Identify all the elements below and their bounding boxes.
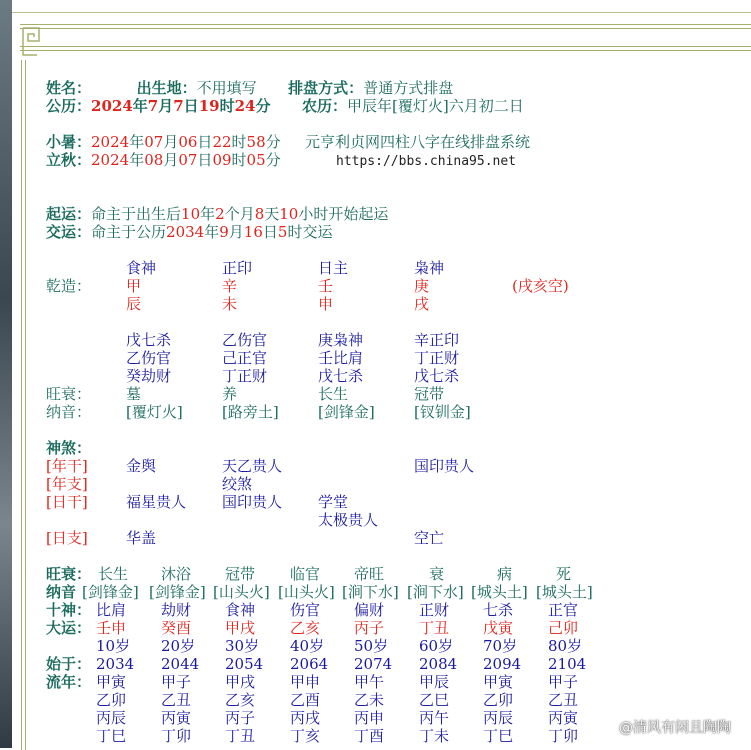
term-minute: 58 (246, 133, 266, 151)
dayun-wangshuai: 衰 (429, 565, 445, 583)
shensha-row-label: [年支] (46, 475, 88, 493)
term-hour: 09 (212, 151, 232, 169)
qiyun-months: 2 (215, 205, 225, 223)
liunian-year: 乙丑 (161, 691, 192, 709)
shensha-label: 神煞： (46, 439, 92, 457)
jiaoyun-text: 时交运 (287, 223, 333, 241)
jiaoyun-day: 16 (243, 223, 263, 241)
liunian-year: 丙辰 (96, 709, 127, 727)
dayun-wangshuai: 沐浴 (161, 565, 192, 583)
window-edge (0, 0, 12, 748)
liunian-year: 甲辰 (419, 673, 450, 691)
term-unit: 分 (265, 151, 281, 169)
wangshuai-value: 墓 (126, 385, 142, 403)
liunian-year: 丙子 (225, 709, 256, 727)
jiaoyun-month: 9 (219, 223, 229, 241)
dayun-start-year: 2094 (483, 655, 522, 673)
dayun-nayin: [城头土] (536, 583, 593, 601)
solar-minute-unit: 分 (255, 97, 271, 115)
term-unit: 分 (265, 133, 281, 151)
dayun-nayin: [山头火] (213, 583, 270, 601)
liunian-year: 丁丑 (225, 727, 256, 745)
nayin-value: [剑锋金] (318, 403, 375, 421)
dayun-start-year: 2074 (354, 655, 393, 673)
dayun-shishen: 劫财 (161, 601, 192, 619)
term-year: 2024 (91, 151, 130, 169)
solar-day-unit: 日 (183, 97, 199, 115)
term-month: 07 (144, 133, 164, 151)
term-unit: 年 (129, 133, 145, 151)
liunian-year: 丙寅 (548, 709, 579, 727)
solar-minute: 24 (234, 97, 256, 115)
term-unit: 月 (163, 133, 179, 151)
shensha-item: 国印贵人 (222, 493, 283, 511)
jiaoyun-text: 年 (204, 223, 220, 241)
method-label: 排盘方式： (288, 79, 364, 97)
watermark: @清风有闲且陶陶 (619, 720, 731, 736)
wangshuai-value: 冠带 (414, 385, 445, 403)
liunian-year: 乙酉 (290, 691, 321, 709)
dayun-nayin: [山头火] (278, 583, 335, 601)
solar-month-unit: 月 (158, 97, 174, 115)
liunian-year: 乙亥 (225, 691, 256, 709)
pillar-god-year: 食神 (126, 259, 157, 277)
birthplace-value: 不用填写 (196, 79, 257, 97)
dayun-shishen: 正财 (419, 601, 450, 619)
hidden-stem: 丁正财 (222, 367, 268, 385)
term-unit: 年 (129, 151, 145, 169)
liunian-year: 甲戌 (225, 673, 256, 691)
liunian-year: 丁亥 (290, 727, 321, 745)
liunian-year: 丙辰 (483, 709, 514, 727)
header-row-2 (46, 98, 524, 115)
dayun-pillar: 丁丑 (419, 619, 450, 637)
dayun-pillar: 乙亥 (290, 619, 321, 637)
hidden-stem: 乙伤官 (126, 349, 172, 367)
liunian-year: 乙巳 (419, 691, 450, 709)
shensha-item: 学堂 (318, 493, 349, 511)
solar-year-unit: 年 (132, 97, 148, 115)
term-label: 小暑： (46, 133, 92, 151)
branch-month: 未 (222, 295, 238, 313)
dayun-age: 60岁 (419, 637, 454, 655)
jiaoyun-text: 命主于公历 (91, 223, 167, 241)
lunar-value: 甲辰年[覆灯火]六月初二日 (347, 97, 524, 115)
hidden-stem: 辛正印 (414, 331, 460, 349)
branch-year: 辰 (126, 295, 142, 313)
qiyun-row (46, 206, 388, 223)
dayun-pillar: 丙子 (354, 619, 385, 637)
dayun-start-year: 2044 (161, 655, 200, 673)
dayun-pillar: 甲戌 (225, 619, 256, 637)
dayun-shishen: 伤官 (290, 601, 321, 619)
qiyun-hours: 10 (279, 205, 299, 223)
liunian-year: 甲寅 (96, 673, 127, 691)
term-row-2 (46, 152, 281, 169)
liunian-label: 流年： (46, 673, 92, 691)
dayun-nayin: [涧下水] (407, 583, 464, 601)
dayun-pillar: 戊寅 (483, 619, 514, 637)
term-day: 06 (178, 133, 198, 151)
dayun-pillar: 癸酉 (161, 619, 192, 637)
liunian-year: 丙午 (419, 709, 450, 727)
liunian-year: 丁卯 (548, 727, 579, 745)
dayun-start-label: 始于： (46, 655, 92, 673)
jiaoyun-label: 交运： (46, 223, 92, 241)
dayun-age: 30岁 (225, 637, 260, 655)
shensha-item: 华盖 (126, 529, 157, 547)
liunian-year: 甲子 (161, 673, 192, 691)
kongwang-note: (戌亥空) (512, 277, 569, 295)
dayun-shishen: 比肩 (96, 601, 127, 619)
stem-hour: 庚 (414, 277, 430, 295)
dayun-age: 70岁 (483, 637, 518, 655)
qianzao-label: 乾造： (46, 277, 92, 295)
dayun-age: 10岁 (96, 637, 131, 655)
dayun-shishen: 偏财 (354, 601, 385, 619)
dayun-age: 40岁 (290, 637, 325, 655)
liunian-year: 甲寅 (483, 673, 514, 691)
site-name: 元亨利贞网四柱八字在线排盘系统 (305, 133, 531, 151)
shensha-item: 绞煞 (222, 475, 253, 493)
jiaoyun-row (46, 224, 332, 241)
dayun-ss-label: 十神： (46, 601, 92, 619)
shensha-row-label: [日支] (46, 529, 88, 547)
lunar-label: 农历： (302, 97, 348, 115)
stem-month: 辛 (222, 277, 238, 295)
liunian-year: 丁卯 (161, 727, 192, 745)
liunian-year: 丁巳 (483, 727, 514, 745)
dayun-ws-label: 旺衰： (46, 565, 92, 583)
liunian-year: 丁酉 (354, 727, 385, 745)
qiyun-text: 天 (264, 205, 280, 223)
solar-label: 公历： (46, 97, 92, 115)
term-label: 立秋： (46, 151, 92, 169)
hidden-stem: 己正官 (222, 349, 268, 367)
term-year: 2024 (91, 133, 130, 151)
name-label: 姓名： (46, 79, 92, 97)
term-unit: 日 (197, 151, 213, 169)
site-url[interactable]: https://bbs.china95.net (336, 154, 517, 169)
method-value: 普通方式排盘 (363, 79, 454, 97)
qiyun-text: 小时开始起运 (298, 205, 389, 223)
dayun-wangshuai: 帝旺 (354, 565, 385, 583)
term-month: 08 (144, 151, 164, 169)
solar-hour: 19 (198, 97, 220, 115)
jiaoyun-year: 2034 (166, 223, 205, 241)
dayun-age: 20岁 (161, 637, 196, 655)
dayun-pillar: 己卯 (548, 619, 579, 637)
dayun-wangshuai: 冠带 (225, 565, 256, 583)
wangshuai-value: 长生 (318, 385, 349, 403)
hidden-stem: 乙伤官 (222, 331, 268, 349)
liunian-year: 甲申 (290, 673, 321, 691)
nayin-label: 纳音： (46, 403, 92, 421)
dayun-wangshuai: 病 (497, 565, 513, 583)
dayun-nayin: [剑锋金] (149, 583, 206, 601)
dayun-start-year: 2034 (96, 655, 135, 673)
dayun-age: 50岁 (354, 637, 389, 655)
term-hour: 22 (212, 133, 232, 151)
solar-day: 7 (173, 97, 184, 115)
qiyun-years: 10 (181, 205, 201, 223)
qiyun-days: 8 (254, 205, 265, 223)
jiaoyun-text: 日 (262, 223, 278, 241)
term-unit: 时 (231, 151, 247, 169)
top-border (12, 0, 751, 13)
liunian-year: 丁巳 (96, 727, 127, 745)
hidden-stem: 丁正财 (414, 349, 460, 367)
pillar-god-day: 日主 (318, 259, 349, 277)
liunian-year: 乙卯 (96, 691, 127, 709)
shensha-item: 空亡 (414, 529, 445, 547)
pillar-god-hour: 枭神 (414, 259, 445, 277)
shensha-item: 金舆 (126, 457, 157, 475)
dayun-nayin: [城头土] (471, 583, 528, 601)
hidden-stem: 庚枭神 (318, 331, 364, 349)
hidden-stem: 戊七杀 (318, 367, 364, 385)
term-unit: 月 (163, 151, 179, 169)
shensha-item: 国印贵人 (414, 457, 475, 475)
dayun-nayin: [涧下水] (342, 583, 399, 601)
dayun-nayin: [剑锋金] (82, 583, 139, 601)
liunian-year: 甲午 (354, 673, 385, 691)
solar-month: 7 (147, 97, 159, 115)
qiyun-text: 命主于出生后 (91, 205, 182, 223)
border-line (20, 24, 751, 29)
jiaoyun-hour: 5 (277, 223, 288, 241)
hidden-stem: 壬比肩 (318, 349, 364, 367)
liunian-year: 甲子 (548, 673, 579, 691)
dayun-start-year: 2104 (548, 655, 587, 673)
term-unit: 时 (231, 133, 247, 151)
hidden-stem: 戊七杀 (126, 331, 172, 349)
border-line-left (21, 60, 26, 750)
dayun-age: 80岁 (548, 637, 583, 655)
stem-year: 甲 (126, 277, 142, 295)
term-day: 07 (178, 151, 198, 169)
dayun-wangshuai: 临官 (290, 565, 321, 583)
liunian-year: 乙丑 (548, 691, 579, 709)
header-row-1 (46, 80, 453, 97)
hidden-stem: 癸劫财 (126, 367, 172, 385)
shensha-item: 天乙贵人 (222, 457, 283, 475)
liunian-year: 丙戌 (290, 709, 321, 727)
birthplace-label: 出生地： (136, 79, 197, 97)
dayun-start-year: 2084 (419, 655, 458, 673)
nayin-value: [钗钏金] (414, 403, 471, 421)
qiyun-label: 起运： (46, 205, 92, 223)
branch-hour: 戌 (414, 295, 430, 313)
term-minute: 05 (246, 151, 266, 169)
dayun-shishen: 七杀 (483, 601, 514, 619)
term-unit: 日 (197, 133, 213, 151)
liunian-year: 丙申 (354, 709, 385, 727)
dayun-dy-label: 大运： (46, 619, 92, 637)
term-row-1 (46, 134, 281, 151)
stem-day: 壬 (318, 277, 334, 295)
dayun-start-year: 2064 (290, 655, 329, 673)
dayun-start-year: 2054 (225, 655, 264, 673)
dayun-shishen: 食神 (225, 601, 256, 619)
hidden-stem: 戊七杀 (414, 367, 460, 385)
shensha-item: 福星贵人 (126, 493, 187, 511)
qiyun-text: 个月 (224, 205, 255, 223)
nayin-value: [覆灯火] (126, 403, 183, 421)
dayun-wangshuai: 死 (556, 565, 572, 583)
liunian-year: 乙卯 (483, 691, 514, 709)
liunian-year: 丁未 (419, 727, 450, 745)
nayin-value: [路旁土] (222, 403, 279, 421)
solar-hour-unit: 时 (219, 97, 235, 115)
dayun-wangshuai: 长生 (98, 565, 129, 583)
wangshuai-label: 旺衰： (46, 385, 92, 403)
qiyun-text: 年 (200, 205, 216, 223)
branch-day: 申 (318, 295, 334, 313)
liunian-year: 乙未 (354, 691, 385, 709)
liunian-year: 丙寅 (161, 709, 192, 727)
dayun-ny-label: 纳音 (46, 583, 77, 601)
solar-year: 2024 (91, 97, 133, 115)
shensha-item: 太极贵人 (318, 511, 379, 529)
border-line (20, 46, 751, 51)
shensha-row-label: [日干] (46, 493, 88, 511)
pillar-god-month: 正印 (222, 259, 253, 277)
dayun-pillar: 壬申 (96, 619, 127, 637)
wangshuai-value: 养 (222, 385, 238, 403)
dayun-shishen: 正官 (548, 601, 579, 619)
shensha-row-label: [年干] (46, 457, 88, 475)
jiaoyun-text: 月 (228, 223, 244, 241)
corner-ornament (22, 27, 42, 57)
